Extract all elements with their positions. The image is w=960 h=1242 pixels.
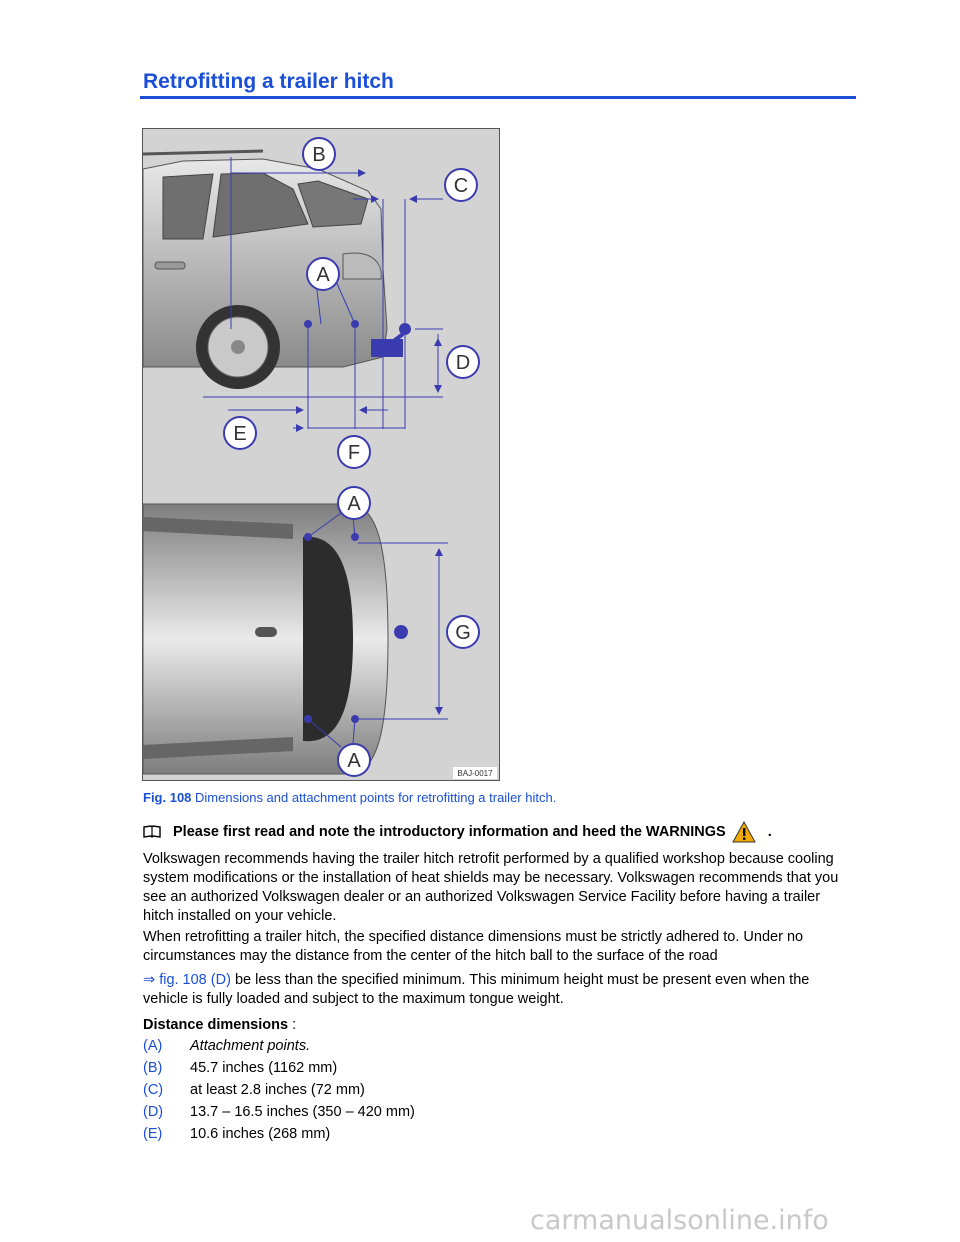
label-D: D (455, 352, 471, 374)
dimension-key[interactable]: (B) (143, 1060, 163, 1076)
car-top-view (143, 504, 408, 774)
dimension-row-E (143, 1126, 330, 1142)
paragraph-minimum-height (143, 971, 843, 1009)
label-A-top: A (347, 493, 361, 515)
dimension-row-C (143, 1082, 365, 1098)
warning-icon[interactable] (732, 821, 756, 843)
watermark: carmanualsonline.info (530, 1205, 829, 1236)
fig-link[interactable]: fig. 108 (D) (159, 972, 231, 988)
dimension-value: 13.7 – 16.5 inches (350 – 420 mm) (190, 1104, 415, 1120)
paragraph-minimum-height-text: be less than the specified minimum. This minimum height must be present even when the vehicle is fully loaded and subject to the maximum tongue weight. (143, 972, 810, 1007)
attachment-point-dot (351, 320, 359, 328)
dimension-value: at least 2.8 inches (72 mm) (190, 1082, 365, 1098)
figure-caption (143, 790, 556, 805)
paragraph-recommendation: Volkswagen recommends having the trailer hitch retrofit performed by a qualified workshop because cooling system modifications or the installation of heat shields may be necessary. Volkswagen recommends that you see an authorized Volkswagen dealer or an authorized Volkswagen Service Facility before having a trailer hitch installed on your vehicle. (143, 851, 839, 924)
book-icon (143, 825, 161, 839)
dimensions-heading: Distance dimensions (143, 1017, 289, 1033)
dimension-value: 45.7 inches (1162 mm) (190, 1060, 338, 1076)
dimension-value: Attachment points. (190, 1038, 311, 1054)
arrow-glyph: ⇒ (143, 972, 156, 988)
paragraph-retrofitting: When retrofitting a trailer hitch, the specified distance dimensions must be strictly adhered to. Under no circumstances may the distance from the center of the hitch ball to the surface of the road (143, 929, 804, 964)
attachment-point-dot (304, 320, 312, 328)
page-title: Retrofitting a trailer hitch (143, 70, 394, 93)
caption-text: Dimensions and attachment points for retrofitting a trailer hitch. (191, 790, 557, 805)
dimensions-heading-suffix: : (288, 1017, 297, 1033)
label-E: E (233, 423, 247, 445)
notice-text: Please first read and note the introductory information and heed the WARNINGS (173, 824, 726, 840)
dimension-key[interactable]: (A) (143, 1038, 163, 1054)
dimension-key[interactable]: (D) (143, 1104, 164, 1120)
dimension-key[interactable]: (C) (143, 1082, 164, 1098)
notice (143, 821, 772, 843)
dimension-row-A (143, 1038, 310, 1054)
label-B: B (312, 144, 326, 166)
label-G: G (455, 622, 471, 644)
figure-trailer-hitch (142, 128, 500, 781)
label-A-side: A (316, 264, 330, 286)
caption-number: Fig. 108 (143, 790, 192, 805)
dimension-key[interactable]: (E) (143, 1126, 163, 1142)
dimension-row-D (143, 1104, 415, 1120)
figure-code: BAJ-0017 (457, 769, 493, 778)
label-F: F (347, 442, 361, 464)
dimension-row-B (143, 1060, 337, 1076)
car-side-view (143, 151, 443, 397)
dimension-value: 10.6 inches (268 mm) (190, 1126, 331, 1142)
label-C: C (453, 175, 469, 197)
distance-dimensions-heading (143, 1017, 296, 1033)
label-A-bottom: A (347, 750, 361, 772)
notice-end: . (767, 824, 772, 840)
title-rule (140, 96, 856, 99)
